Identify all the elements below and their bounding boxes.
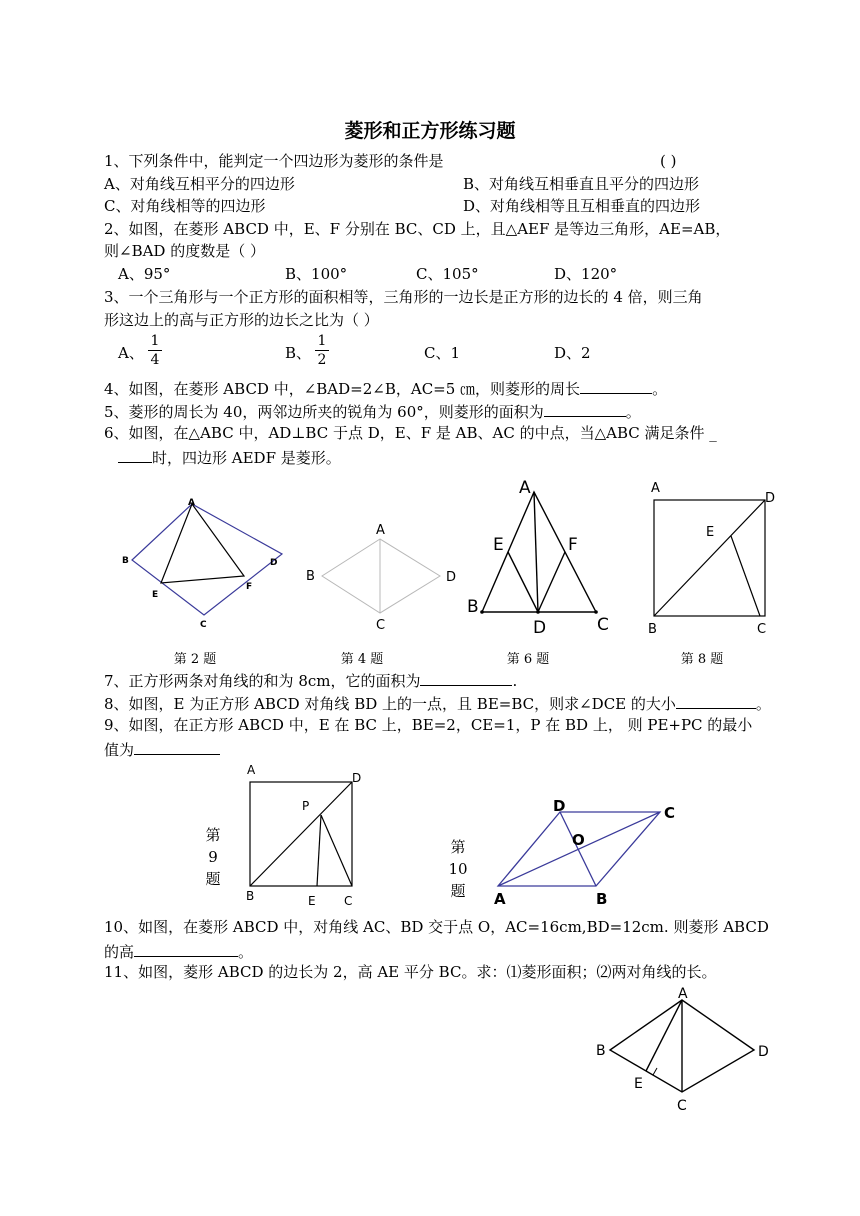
q5-text (104, 400, 641, 422)
vertical-label-q10 (444, 836, 472, 902)
vlabel-char: 9 (208, 848, 218, 866)
caption-q2: 第 2 题 (173, 652, 217, 667)
vlabel-char: 第 (450, 838, 466, 856)
label-c: C (677, 1098, 687, 1114)
point-c (594, 610, 598, 614)
caption-q4: 第 4 题 (340, 652, 384, 667)
q1-option-a: A、对角线互相平分的四边形 (104, 175, 295, 193)
label-e: E (493, 535, 504, 555)
q3-option-b-fraction (315, 333, 329, 368)
label-f: F (246, 582, 253, 592)
label-p: P (302, 799, 310, 813)
q5-end: 。 (625, 403, 641, 421)
q7-end: . (512, 672, 518, 690)
vlabel-char: 第 (205, 826, 221, 844)
q6-line2 (118, 446, 341, 468)
label-b: B (467, 597, 479, 617)
q3-option-a-label: A、 (118, 344, 144, 362)
q6-line1: 6、如图，在△ABC 中，AD⊥BC 于点 D，E、F 是 AB、AC 的中点，当△ABC 满足条件 _ (104, 424, 717, 442)
label-b: B (648, 622, 657, 637)
q9-answer-blank (134, 738, 220, 755)
q9-segment-pe (317, 815, 321, 886)
q2-line1: 2、如图，在菱形 ABCD 中，E、F 分别在 BC、CD 上，且△AEF 是等边三角形，AE=AB， (104, 220, 731, 238)
label-d: D (270, 558, 278, 568)
q1-option-d: D、对角线相等且互相垂直的四边形 (463, 197, 701, 215)
q2-option-c: C、105° (416, 265, 479, 283)
label-a: A (376, 523, 385, 538)
q3-line2: 形这边上的高与正方形的边长之比为（ ） (104, 311, 379, 329)
label-a: A (519, 478, 531, 498)
label-a: A (678, 986, 688, 1002)
q6-line2-text: 时，四边形 AEDF 是菱形。 (152, 449, 341, 467)
vlabel-char: 题 (205, 870, 221, 888)
label-b: B (122, 556, 129, 566)
caption-q6: 第 6 题 (506, 652, 550, 667)
q4-end: 。 (652, 380, 668, 398)
q2-triangle-aef (161, 504, 244, 583)
vlabel-char: 10 (448, 860, 468, 878)
fraction-bar (148, 350, 162, 351)
q10-diagonal-bd (560, 812, 596, 886)
q10-line2-text: 的高 (104, 943, 135, 961)
label-o: O (572, 831, 585, 849)
label-c: C (344, 894, 353, 908)
q10-end: 。 (238, 943, 254, 961)
q8-answer-blank (676, 692, 756, 709)
q9-segment-pc (321, 815, 352, 886)
vertical-label-q9 (203, 824, 223, 890)
q8-text (104, 692, 771, 714)
q2-line2: 则∠BAD 的度数是（ ） (104, 242, 265, 260)
fraction-denominator: 2 (317, 352, 327, 368)
label-a: A (494, 890, 506, 908)
label-c: C (200, 620, 207, 630)
q3-option-d: D、2 (554, 344, 591, 362)
label-f: F (568, 535, 578, 555)
q4-stem: 4、如图，在菱形 ABCD 中，∠BAD=2∠B，AC=5 ㎝，则菱形的周长 (104, 380, 581, 398)
label-a: A (247, 763, 256, 777)
label-d: D (446, 570, 457, 585)
q9-diagonal-bd (250, 782, 352, 886)
q10-line1: 10、如图，在菱形 ABCD 中，对角线 AC、BD 交于点 O，AC=16cm,BD=12cm. 则菱形 ABCD (104, 918, 769, 936)
figure-q9 (240, 760, 370, 910)
label-d: D (553, 797, 566, 815)
label-a: A (651, 481, 660, 496)
point-d (536, 610, 540, 614)
vlabel-char: 题 (450, 882, 466, 900)
label-c: C (664, 804, 676, 822)
label-b: B (596, 890, 608, 908)
label-c: C (597, 615, 609, 635)
q3-option-c: C、1 (424, 344, 461, 362)
q6-segment-ed (508, 552, 538, 612)
q1-option-c: C、对角线相等的四边形 (104, 197, 266, 215)
label-e: E (308, 894, 316, 908)
q10-line2 (104, 940, 253, 962)
q4-rhombus (322, 539, 440, 613)
label-c: C (757, 622, 767, 637)
figure-q6 (464, 478, 624, 638)
figure-q2 (118, 495, 288, 635)
figure-q10 (488, 792, 688, 912)
q1-answer-paren: ( ) (660, 152, 677, 170)
label-d: D (533, 618, 547, 638)
q5-answer-blank (544, 400, 626, 417)
label-d: D (758, 1044, 769, 1060)
fraction-numerator: 1 (150, 333, 160, 349)
figure-q4 (300, 523, 470, 633)
q2-option-d: D、120° (554, 265, 618, 283)
label-e: E (152, 590, 159, 600)
fraction-numerator: 1 (317, 333, 327, 349)
figure-q11 (592, 988, 782, 1118)
q8-diagonal-bd (654, 500, 765, 616)
label-b: B (306, 569, 315, 584)
q10-answer-blank (134, 940, 238, 957)
q8-end: 。 (755, 695, 771, 713)
fraction-bar (315, 350, 329, 351)
fraction-denominator: 4 (150, 352, 160, 368)
q2-option-b: B、100° (285, 265, 348, 283)
q4-text (104, 377, 667, 399)
q6-segment-fd (538, 552, 565, 612)
label-e: E (634, 1076, 643, 1092)
label-d: D (765, 491, 776, 506)
q8-stem: 8、如图，E 为正方形 ABCD 对角线 BD 上的一点，且 BE=BC，则求∠DCE 的大小 (104, 695, 676, 713)
q9-line2-text: 值为 (104, 741, 135, 759)
label-b: B (596, 1043, 606, 1059)
q11-text: 11、如图，菱形 ABCD 的边长为 2，高 AE 平分 BC。求：⑴菱形面积；⑵两对角线的长。 (104, 963, 717, 981)
q5-stem: 5、菱形的周长为 40，两邻边所夹的锐角为 60°，则菱形的面积为 (104, 403, 544, 421)
figure-q8 (645, 478, 795, 638)
label-d: D (352, 771, 362, 785)
q11-height-ae (646, 1000, 682, 1071)
q3-line1: 3、一个三角形与一个正方形的面积相等，三角形的一边长是正方形的边长的 4 倍，则三角 (104, 288, 703, 306)
label-b: B (246, 889, 255, 903)
page-title: 菱形和正方形练习题 (344, 120, 516, 142)
label-e: E (706, 525, 715, 540)
q3-option-a-fraction (148, 333, 162, 368)
q4-answer-blank (580, 377, 652, 394)
caption-q8: 第 8 题 (680, 652, 724, 667)
q3-option-b-label: B、 (285, 344, 312, 362)
q6-altitude-ad (534, 492, 538, 612)
q9-line2 (104, 738, 220, 760)
label-c: C (376, 618, 386, 633)
q2-option-a: A、95° (118, 265, 171, 283)
q1-option-b: B、对角线互相垂直且平分的四边形 (463, 175, 700, 193)
q10-diagonal-ac (498, 812, 660, 886)
point-b (480, 610, 484, 614)
q6-answer-blank (118, 446, 152, 463)
q7-stem: 7、正方形两条对角线的和为 8cm，它的面积为 (104, 672, 421, 690)
label-a: A (188, 498, 195, 508)
q1-stem: 1、下列条件中，能判定一个四边形为菱形的条件是 (104, 152, 444, 170)
q7-text (104, 669, 517, 691)
q7-answer-blank (420, 669, 512, 686)
q8-segment-ec (731, 536, 760, 616)
q9-line1: 9、如图，在正方形 ABCD 中，E 在 BC 上，BE=2，CE=1，P 在 BD 上， 则 PE+PC 的最小 (104, 716, 753, 734)
